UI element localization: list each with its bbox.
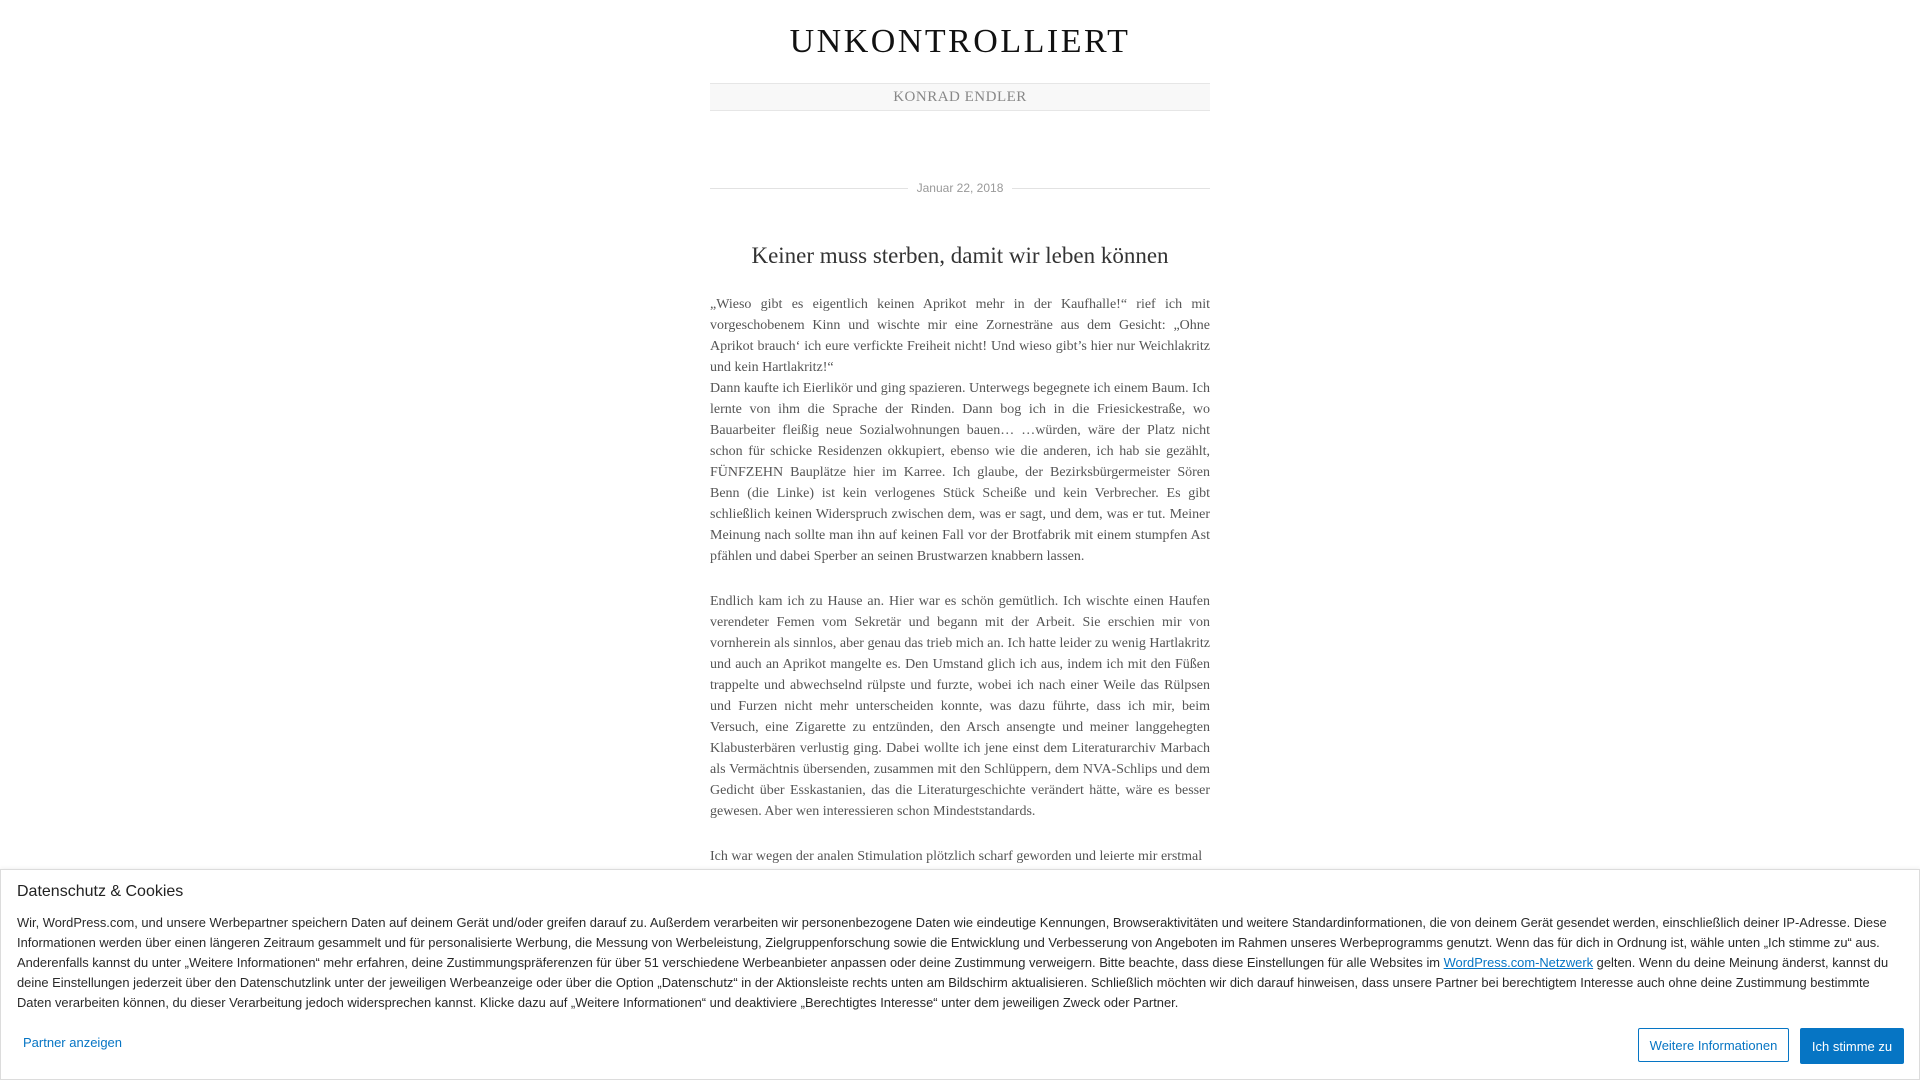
show-partners-link[interactable]: Partner anzeigen [23, 1035, 123, 1050]
more-info-button[interactable]: Weitere Informationen [1638, 1028, 1789, 1062]
post-paragraph: Ich war wegen der analen Stimulation plötzlich scharf geworden und leierte mir erstmal [710, 849, 1203, 864]
cookie-text-part-2: gelten. Wenn du deine Meinung änderst, kannst du deine Einstellungen jederzeit über den Datenschutzlink unter der jeweiligen Werbeanzeige oder über die Option „Datenschutz“ in der Aktionsleiste rechts unten am Bildschirm aktualisieren. Schließlich möchten wir dich darauf hinweisen, dass unsere Partner bei berechtigtem Interesse auch ohne deine Zustimmung bestimmte Daten verarbeiten können, du dieser Verarbeitung jedoch widersprechen kannst. Klicke dazu auf „Weitere Informationen“ und deaktiviere „Berechtigtes Interesse“ unter dem jeweiligen Zweck oder Partner. [17, 955, 1889, 1010]
site-subtitle: KONRAD ENDLER [710, 83, 1210, 111]
cookie-text-part-1: Wir, WordPress.com, und unsere Werbepartner speichern Daten auf deinem Gerät und/oder greifen darauf zu. Außerdem verarbeiten wir personenbezogene Daten wie eindeutige Kennungen, Browseraktivitäten und weitere Standardinformationen, die von deinem Gerät gesendet werden, einschließlich deiner IP-Adresse. Diese Informationen werden über einen längeren Zeitraum gesammelt und für personalisierte Werbung, die Messung von Werbeleistung, Zielgruppenforschung sowie die Entwicklung und Verbesserung von Angeboten im Rahmen unseres Werbeprogramms genutzt. Wenn das für dich in Ordnung ist, wähle unten „Ich stimme zu“ aus. Anderenfalls kannst du unter „Weitere Informationen“ mehr erfahren, deine Zustimmungspräferenzen für über 51 verschiedene Werbeanbieter anpassen oder deine Zustimmung verweigern. Bitte beachte, dass diese Einstellungen für alle Websites im [17, 915, 1887, 970]
post-paragraph-line: „Wieso gibt es eigentlich keinen Aprikot mehr in der Kaufhalle!“ rief ich mit vorgeschobenem Kinn und wischte mir eine Zornesträne aus dem Gesicht: „Ohne Aprikot brauch‘ ich eure verfickte Freiheit nicht! Und wieso gibt’s hier nur Weichlakritz und kein Hartlakritz!“ [710, 297, 1210, 375]
post-date[interactable]: Januar 22, 2018 [916, 181, 1004, 195]
site-title[interactable]: UNKONTROLLIERT [789, 23, 1131, 60]
cookie-banner-text [17, 913, 1907, 1013]
date-divider-right [1012, 188, 1210, 189]
post-content [710, 294, 1210, 891]
date-divider-left [710, 188, 908, 189]
cookie-banner-title: Datenschutz & Cookies [17, 883, 184, 900]
post-title[interactable]: Keiner muss sterben, damit wir leben können [751, 243, 1169, 268]
accept-button[interactable]: Ich stimme zu [1800, 1028, 1904, 1064]
wordpress-network-link[interactable]: WordPress.com-Netzwerk [1443, 955, 1594, 970]
post-paragraph-line: Dann kaufte ich Eierlikör und ging spazieren. Unterwegs begegnete ich einem Baum. Ich lernte von ihm die Sprache der Rinden. Dann bog ich in die Friesickestraße, wo Bauarbeiter fleißig neue Sozialwohnungen bauen… …würden, wäre der Platz nicht schon für schicke Residenzen okkupiert, ebenso wie die anderen, ich hab sie gezählt, FÜNFZEHN Bauplätze hier im Karree. Ich glaube, der Bezirksbürgermeister Sören Benn (die Linke) ist kein verlogenes Stück Scheiße und kein Verbrecher. Es gibt schließlich keinen Widerspruch zwischen dem, was er sagt, und dem, was er tut. Meiner Meinung nach sollte man ihn auf keinen Fall vor der Brotfabrik mit einem stumpfen Ast pfählen und dabei Sperber an seinen Brustwarzen knabbern lassen. [710, 381, 1210, 564]
site-header [710, 0, 1210, 111]
post-paragraph [710, 294, 1210, 567]
post-paragraph: Endlich kam ich zu Hause an. Hier war es schön gemütlich. Ich wischte einen Haufen verendeter Femen vom Sekretär und begann mit der Arbeit. Sie erschien mir von vornherein als sinnlos, aber genau das trieb mich an. Ich hatte leider zu wenig Hartlakritz und auch an Aprikot mangelte es. Den Umstand glich ich aus, indem ich mit den Füßen trappelte und abwechselnd rülpste und furzte, wobei ich nach einer Weile das Rülpsen und Furzen nicht mehr unterscheiden konnte, was dazu führte, dass ich mir, beim Versuch, eine Zigarette zu entzünden, den Arsch ansengte und meiner langgehegten Klabusterbären verlustig ging. Dabei wollte ich jene einst dem Literaturarchiv Marbach als Vermächtnis übersenden, zusammen mit den Schlüppern, dem NVA-Schlips und dem Gedicht über Esskastanien, das die Literaturgeschichte verändert hätte, wäre es besser gewesen. Aber wen interessieren schon Mindeststandards. [710, 594, 1210, 819]
post-date-row [710, 178, 1210, 198]
cookie-consent-banner [0, 869, 1920, 1080]
